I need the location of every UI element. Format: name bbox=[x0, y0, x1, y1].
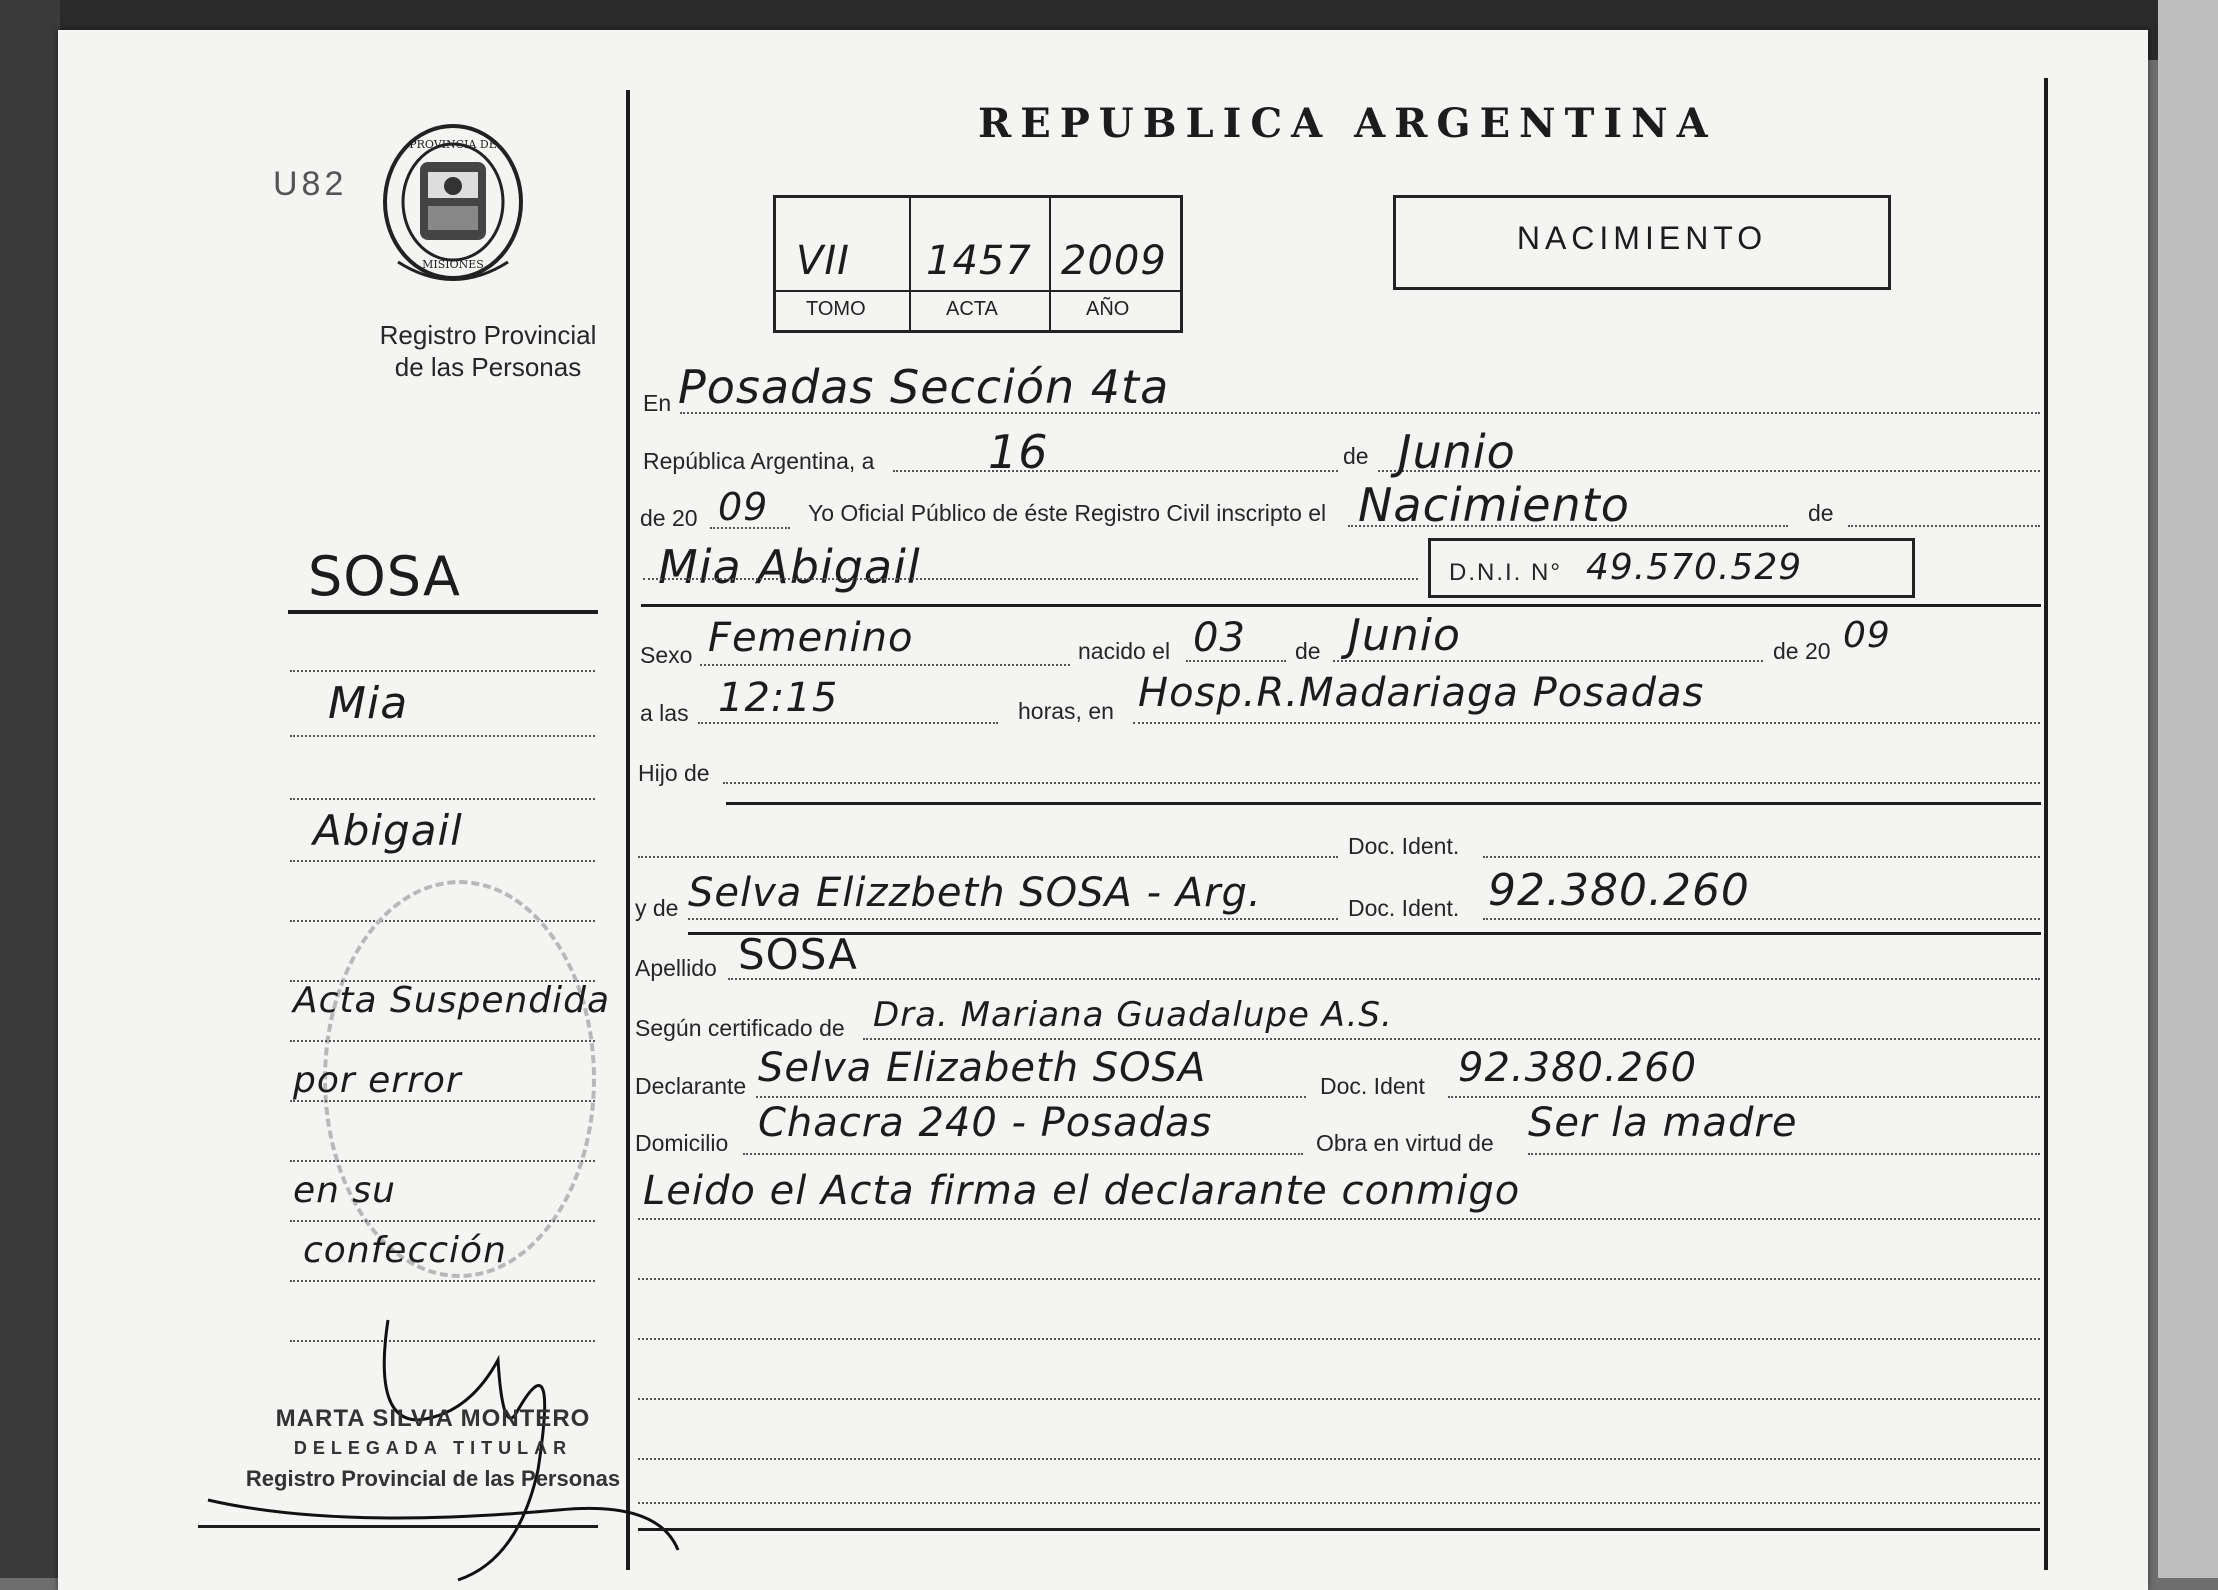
field-birth-place: Hosp.R.Madariaga Posadas bbox=[1138, 670, 1705, 716]
right-frame-line bbox=[2044, 78, 2048, 1570]
label-de-2: de bbox=[1808, 500, 1834, 526]
margin-surname-underline bbox=[288, 610, 598, 614]
field-declarante: Selva Elizabeth SOSA bbox=[758, 1045, 1207, 1091]
anio-value: 2009 bbox=[1061, 238, 1167, 284]
field-act-name: Nacimiento bbox=[1358, 478, 1630, 532]
label-doc-ident-2: Doc. Ident. bbox=[1348, 895, 1460, 921]
margin-note-line2: por error bbox=[293, 1060, 462, 1101]
rule-hijo bbox=[726, 802, 2041, 805]
background-left bbox=[0, 0, 60, 1578]
margin-name-1: Mia bbox=[328, 678, 409, 729]
dni-box bbox=[1428, 538, 1915, 598]
anio-label: AÑO bbox=[1086, 298, 1130, 320]
field-month: Junio bbox=[1398, 425, 1516, 479]
label-sexo: Sexo bbox=[640, 642, 693, 668]
official-office: Registro Provincial de las Personas bbox=[245, 1466, 621, 1491]
field-birth-year-suffix: 09 bbox=[1843, 615, 1891, 656]
label-official-text: Yo Oficial Público de éste Registro Civil inscripto el bbox=[808, 500, 1327, 526]
field-year-suffix: 09 bbox=[718, 485, 769, 529]
field-birth-month: Junio bbox=[1348, 610, 1461, 661]
label-obra: Obra en virtud de bbox=[1316, 1130, 1494, 1156]
registry-name-line2: de las Personas bbox=[394, 352, 582, 382]
label-doc-ident-1: Doc. Ident. bbox=[1348, 833, 1460, 859]
label-doc-ident-3: Doc. Ident bbox=[1320, 1073, 1425, 1099]
field-mother-doc: 92.380.260 bbox=[1488, 865, 1750, 916]
field-apellido: SOSA bbox=[738, 930, 858, 979]
margin-surname: SOSA bbox=[308, 545, 462, 608]
margin-note-line4: confección bbox=[303, 1230, 507, 1271]
field-place: Posadas Sección 4ta bbox=[678, 360, 1170, 414]
certificate-page bbox=[58, 30, 2148, 1590]
act-type-label: NACIMIENTO bbox=[1516, 220, 1768, 256]
field-obra: Ser la madre bbox=[1528, 1100, 1798, 1146]
seal-ring-text-bottom: MISIONES bbox=[422, 258, 484, 271]
seal-ring-text-top: PROVINCIA DE bbox=[409, 138, 497, 151]
tomo-value: VII bbox=[796, 238, 850, 284]
rule-mother bbox=[688, 932, 2041, 935]
field-birth-time: 12:15 bbox=[718, 675, 839, 721]
label-y-de: y de bbox=[635, 895, 679, 921]
country-title: REPUBLICA ARGENTINA bbox=[978, 100, 1717, 147]
label-de-3: de bbox=[1295, 638, 1321, 664]
label-de-year: de 20 bbox=[1773, 638, 1831, 664]
label-dni: D.N.I. N° bbox=[1449, 559, 1562, 586]
label-apellido: Apellido bbox=[635, 955, 717, 981]
label-year-prefix: de 20 bbox=[640, 505, 698, 531]
label-domicilio: Domicilio bbox=[635, 1130, 729, 1156]
label-segun-certificado: Según certificado de bbox=[635, 1015, 845, 1041]
label-nacido: nacido el bbox=[1078, 638, 1171, 664]
page-mark: U82 bbox=[273, 165, 348, 203]
field-sexo: Femenino bbox=[708, 615, 914, 661]
field-closing-text: Leido el Acta firma el declarante conmigo bbox=[643, 1168, 1521, 1214]
acta-value: 1457 bbox=[926, 238, 1032, 284]
field-domicilio: Chacra 240 - Posadas bbox=[758, 1100, 1213, 1146]
field-certificado: Dra. Mariana Guadalupe A.S. bbox=[873, 995, 1393, 1035]
tomo-label: TOMO bbox=[806, 298, 866, 320]
background-right bbox=[2158, 0, 2218, 1578]
official-name: MARTA SILVIA MONTERO bbox=[275, 1405, 591, 1432]
official-title: DELEGADA TITULAR bbox=[293, 1438, 573, 1458]
label-a-las: a las bbox=[640, 700, 689, 726]
label-en: En bbox=[643, 390, 672, 416]
margin-name-2: Abigail bbox=[313, 806, 463, 855]
acta-label: ACTA bbox=[946, 298, 998, 320]
rule-after-name bbox=[641, 604, 2041, 607]
margin-note-line1: Acta Suspendida bbox=[293, 980, 611, 1021]
margin-bottom-line bbox=[198, 1525, 598, 1528]
margin-note-line3: en su bbox=[293, 1170, 396, 1211]
field-dni: 49.570.529 bbox=[1586, 547, 1803, 588]
label-republica: República Argentina, a bbox=[643, 448, 875, 474]
field-declarante-doc: 92.380.260 bbox=[1458, 1045, 1698, 1091]
registry-name-line1: Registro Provincial bbox=[379, 320, 597, 350]
label-declarante: Declarante bbox=[635, 1073, 747, 1099]
field-mother-name: Selva Elizzbeth SOSA - Arg. bbox=[688, 870, 1262, 916]
form-bottom-rule bbox=[638, 1528, 2040, 1531]
field-day: 16 bbox=[988, 425, 1049, 479]
label-de: de bbox=[1343, 443, 1369, 469]
field-birth-day: 03 bbox=[1193, 615, 1246, 661]
act-type-box bbox=[1393, 195, 1891, 290]
record-number-box bbox=[773, 195, 1183, 333]
province-seal-emblem bbox=[378, 122, 528, 297]
label-hijo: Hijo de bbox=[638, 760, 710, 786]
label-horas: horas, en bbox=[1018, 698, 1114, 724]
field-child-name: Mia Abigail bbox=[658, 540, 921, 594]
